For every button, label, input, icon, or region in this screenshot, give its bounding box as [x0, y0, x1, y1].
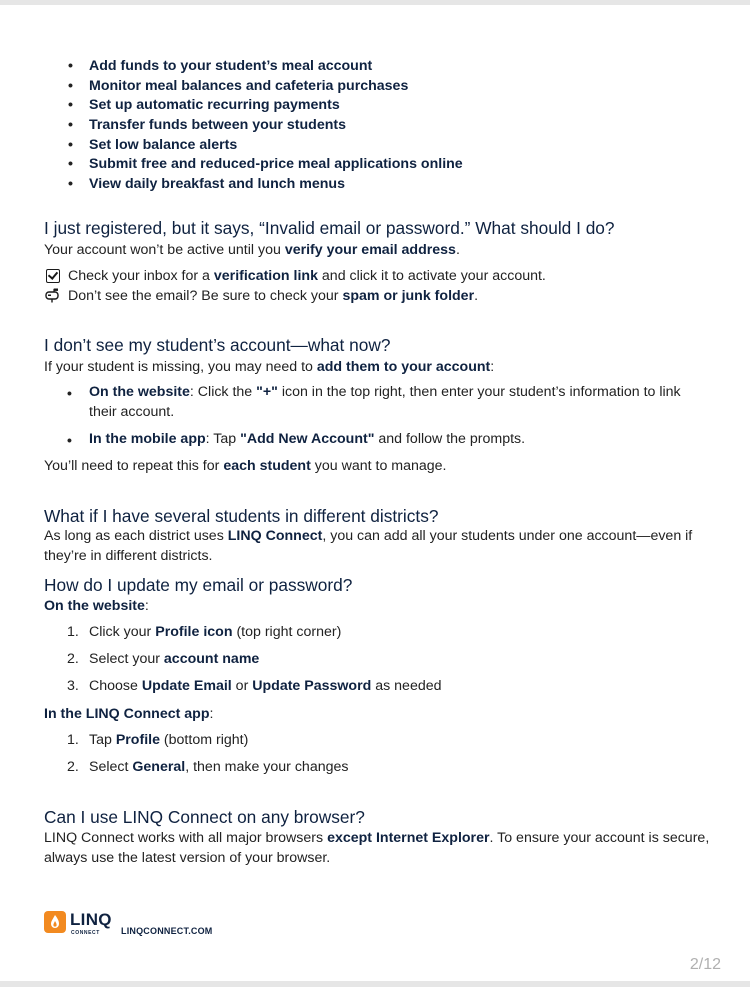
- faq-heading: I just registered, but it says, “Invalid email or password.” What should I do?: [44, 218, 615, 238]
- faq-heading: What if I have several students in different districts?: [44, 506, 439, 526]
- faq-answer: Your account won’t be active until you verify your email address.: [44, 242, 460, 258]
- tip-spam-folder: Don’t see the email? Be sure to check your spam or junk folder.: [68, 288, 479, 304]
- list-item: In the mobile app: Tap "Add New Account" and follow the prompts.: [89, 431, 526, 447]
- checkbox-icon: [46, 269, 60, 283]
- logo-subtitle: CONNECT: [71, 930, 100, 936]
- faq-heading: Can I use LINQ Connect on any browser?: [44, 807, 365, 827]
- list-item: Select General, then make your changes: [89, 759, 349, 775]
- list-item: • Submit free and reduced-price meal applications online: [68, 155, 463, 175]
- faq-heading: I don’t see my student’s account—what now?: [44, 335, 391, 355]
- section-label: In the LINQ Connect app:: [44, 706, 214, 722]
- list-item: • Monitor meal balances and cafeteria purchases: [68, 77, 463, 97]
- faq-heading: How do I update my email or password?: [44, 575, 353, 595]
- faq-answer: You’ll need to repeat this for each student you want to manage.: [44, 458, 447, 474]
- list-item: • Set low balance alerts: [68, 136, 463, 156]
- list-item: Select your account name: [89, 651, 260, 667]
- linq-logo-icon: [44, 911, 66, 933]
- list-item: Tap Profile (bottom right): [89, 732, 249, 748]
- section-label: On the website:: [44, 598, 149, 614]
- faq-answer: As long as each district uses LINQ Connect, you can add all your students under one account—even if they’re in different districts.: [44, 528, 693, 564]
- page-indicator: 2/12: [689, 956, 721, 973]
- list-item: • Add funds to your student’s meal account: [68, 57, 463, 77]
- logo-wordmark: LINQ: [70, 910, 112, 929]
- footer-url: LINQCONNECT.COM: [121, 926, 213, 936]
- list-item: Choose Update Email or Update Password as needed: [89, 678, 442, 694]
- list-item: • Set up automatic recurring payments: [68, 96, 463, 116]
- document-page: • Add funds to your student’s meal account • Monitor meal balances and cafeteria purchases • Set up automatic recurring payments • Transfer funds between your students • Set low balance alerts • Submit free and reduced-price meal applications online • View daily breakfast and lunch menus I just registered, but it says, “Invalid email or password.” What should I do? Your account won’t be active until you verify your email address. Check your inbox for a verification link and click it to activate your account. Don’t see the email? Be sure to check your spam or junk folder. I don’t see my student’s account—what now? If your student is missing, you may need to add them to your account: • On the website: Click the "+" icon in the top right, then enter your student’s information to link their account. • In the mobile app: Tap "Add New Account" and follow the prompts. You’ll need to repeat this for each student you want to manage. What if I have several students in different districts? As long as each district uses LINQ Connect, you can add all your students under one account—even if they’re in different districts. How do I update my email or password? On the website: 1. Click your Profile icon (top right corner) 2. Select your account name 3. Choose Update Email or Update Password as needed In the LINQ Connect app: 1. Tap Profile (bottom right) 2. Select General, then make your changes Can I use LINQ Connect on any browser? LINQ Connect works with all major browsers except Internet Explorer. To ensure your account is secure, always use the latest version of your browser. LINQ CONNECT LINQCONNECT.COM: [0, 5, 750, 981]
- list-item: On the website: Click the "+" icon in the top right, then enter your student’s information to link their account.: [89, 384, 681, 420]
- feature-list: [68, 57, 463, 195]
- tip-verification: Check your inbox for a verification link and click it to activate your account.: [68, 268, 546, 284]
- list-item: • Transfer funds between your students: [68, 116, 463, 136]
- faq-answer: If your student is missing, you may need to add them to your account:: [44, 359, 495, 375]
- faq-answer: LINQ Connect works with all major browsers except Internet Explorer. To ensure your account is secure, always use the latest version of your browser.: [44, 830, 710, 866]
- mailbox-icon: [45, 288, 62, 303]
- list-item: • View daily breakfast and lunch menus: [68, 175, 463, 195]
- list-item: Click your Profile icon (top right corner): [89, 624, 342, 640]
